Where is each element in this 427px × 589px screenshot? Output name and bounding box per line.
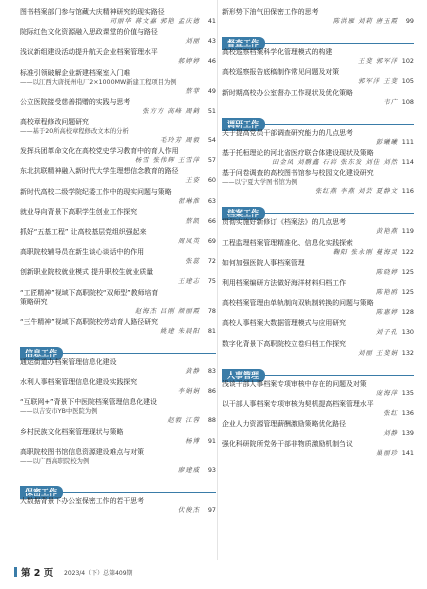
section-rule (20, 492, 216, 493)
entry-authors-line (222, 248, 414, 257)
entry-authors-line (20, 57, 216, 66)
toc-entry (20, 188, 216, 206)
entry-page: 41 (207, 17, 216, 25)
entry-title: 抓好“五基工程” 让高校基层党组织强起来 (20, 228, 147, 236)
toc-entry (20, 428, 216, 446)
entry-authors: 韦广 (383, 97, 398, 106)
entry-page: 57 (207, 156, 216, 165)
entry-authors: 赵毅 江蓉 (167, 416, 200, 425)
entry-authors-line (20, 156, 216, 165)
entry-subtitle: ——以江西大唐抚州电厂2×1000MW新建工程项目为例 (20, 78, 177, 86)
entry-authors: 姚建 朱晨阳 (160, 326, 200, 335)
toc-entry (222, 169, 414, 196)
entry-authors: 周凤英 (177, 237, 200, 245)
entry-authors-line (222, 57, 414, 66)
entry-subtitle: ——以吉安市YB中医院为例 (20, 408, 98, 416)
entry-authors: 张红 (383, 409, 398, 417)
entry-title-cont: 策略研究 (20, 297, 48, 306)
entry-title: 高校巡察报告底稿制作常见问题及对策 (222, 68, 340, 77)
entry-subtitle: ——基于20所高校章程修改文本的分析 (20, 128, 129, 135)
entry-authors: 王建志 (177, 277, 200, 286)
entry-authors: 蔡凯 (185, 216, 200, 225)
entry-authors-line (222, 98, 414, 107)
entry-page: 130 (401, 328, 414, 337)
toc-entry (222, 8, 414, 26)
entry-authors-line (20, 17, 216, 26)
section-rule (222, 43, 414, 44)
entry-authors: 田金凤 刘鹏鑫 石岩 张东发 刘佳 刘然 (271, 158, 398, 166)
entry-page: 69 (207, 237, 216, 245)
entry-page: 139 (401, 429, 414, 438)
entry-authors-line (20, 87, 216, 96)
toc-entry (20, 378, 216, 396)
entry-page: 102 (401, 57, 414, 66)
toc-entry (222, 340, 414, 358)
entry-authors-line (222, 138, 414, 147)
entry-authors: 李娟娟 (177, 387, 200, 396)
entry-title: 高职院校图书馆信息资源建设难点与对策 (20, 447, 145, 456)
entry-title: 标准引领破解企业新建档案室入门难 (20, 68, 131, 77)
entry-page: 132 (401, 348, 414, 357)
entry-authors: 翟琳淮 (177, 196, 200, 205)
entry-authors-line (222, 308, 414, 317)
entry-authors-line (20, 37, 216, 46)
section-rule (222, 124, 414, 125)
section-rule (222, 375, 414, 376)
entry-title: 新时期高校办公室督办工作现状及优化策略 (222, 88, 353, 97)
entry-authors: 庞海萍 (375, 388, 398, 397)
entry-title: 企业人力资源管理薪酬激励策略优化路径 (222, 420, 347, 429)
entry-authors-line (20, 197, 216, 206)
entry-authors: 黄艳燕 (375, 227, 398, 236)
entry-page: 54 (207, 136, 216, 144)
entry-authors-line (222, 227, 414, 236)
entry-page: 86 (207, 387, 216, 396)
entry-authors: 张红燕 李燕 刘芸 夏静文 (315, 187, 398, 196)
entry-authors: 伏俊杰 (177, 506, 200, 514)
entry-title: 创新职业院校就业模式 提升职校生就业质量 (20, 268, 154, 277)
column-divider (217, 0, 218, 560)
entry-authors: 彭曦曦 (375, 137, 398, 146)
entry-authors-line (20, 176, 216, 185)
entry-authors: 蔡菲 (185, 86, 200, 95)
entry-authors: 陈惠婷 (375, 308, 398, 317)
entry-page: 60 (207, 176, 216, 185)
entry-authors: 刘静 (383, 429, 398, 438)
section-rule (222, 213, 414, 214)
section-header (222, 112, 414, 125)
toc-entry (20, 448, 216, 475)
entry-subtitle: ——以宁夏大学图书馆为例 (222, 179, 298, 187)
entry-title: 通运街道办档案管理信息化建设 (20, 358, 117, 366)
entry-authors: 刘子孔 (375, 328, 398, 337)
entry-title: 水利人事档案管理信息化建设实践探究 (20, 378, 138, 387)
entry-page: 105 (401, 77, 414, 86)
entry-authors: 陈艳鸥 (375, 288, 398, 296)
entry-page: 125 (401, 267, 414, 276)
toc-entry (222, 48, 414, 66)
entry-title: 以干部人事档案专项审核为契机提高档案管理水平 (222, 400, 374, 408)
entry-title: 基于托桓理论的河北省医疗联合体建设现状及策略 (222, 149, 374, 157)
section-header (222, 201, 414, 214)
toc-entry (20, 48, 216, 66)
toc-entry (20, 398, 216, 425)
toc-entry (222, 319, 414, 337)
entry-page: 83 (207, 367, 216, 375)
entry-authors-line (20, 217, 216, 226)
entry-authors: 司丽华 蒋文嘉 郭艳 孟庆德 (109, 17, 200, 25)
entry-title: 乡村民族文化档案管理现状与策略 (20, 427, 124, 436)
toc-entry (20, 208, 216, 226)
entry-authors: 廖建威 (177, 465, 200, 474)
entry-page: 128 (401, 308, 414, 317)
entry-authors-line (222, 17, 414, 26)
issue-info: 2023/4（下）总第409期 (64, 570, 133, 577)
entry-title: 院际红色文化资源融入思政课堂的价值与路径 (20, 28, 158, 37)
entry-title: 发挥兵团革命文化在高校党史学习教育中的育人作用 (20, 147, 179, 156)
toc-entry (20, 228, 216, 246)
toc-entry (20, 268, 216, 286)
entry-page: 78 (207, 306, 216, 315)
toc-entry (20, 98, 216, 116)
entry-title: 强化科研院所党务干部非物质激励机制刍议 (222, 440, 353, 449)
entry-page: 63 (207, 196, 216, 205)
entry-authors: 张方方 高峰 周鹤 (142, 106, 200, 115)
entry-page: 49 (207, 86, 216, 95)
entry-title: 高职院校辅导员在新生谈心谈话中的作用 (20, 248, 145, 257)
entry-authors: 张蕊 (185, 257, 200, 266)
entry-title: 高校档案管理由单轨制向双轨制转换的问题与策略 (222, 299, 374, 308)
entry-page: 111 (401, 137, 414, 146)
entry-authors-line (20, 466, 216, 475)
entry-authors: 赵海杰 吕刚 颜丽霞 (134, 306, 200, 315)
toc-entry (222, 420, 414, 438)
entry-authors: 杨雪 张伟辉 王雪萍 (134, 156, 200, 165)
entry-title: 如何加强医院人事档案管理 (222, 258, 305, 267)
entry-page: 119 (401, 227, 414, 236)
entry-authors: 刘丽 (185, 37, 200, 46)
entry-title: 公立医院接受慈善捐赠的实践与思考 (20, 97, 131, 106)
section-header (222, 363, 414, 376)
entry-title: 高校人事档案大数据管理模式与应用研究 (222, 319, 347, 328)
entry-authors-line (222, 349, 414, 358)
entry-page: 51 (207, 106, 216, 115)
entry-authors-line (20, 257, 216, 266)
toc-entry (222, 380, 414, 398)
entry-authors-line (222, 187, 414, 196)
entry-page: 135 (401, 388, 414, 397)
entry-authors: 毛玲芳 周毅 (160, 136, 200, 144)
entry-authors: 郭军洋 王斐 (358, 77, 398, 86)
entry-page: 122 (401, 247, 414, 256)
section-rule (20, 353, 216, 354)
toc-entry (222, 239, 414, 257)
toc-entry (222, 400, 414, 418)
entry-authors: 鞠阳 张永刚 蔓海灵 (332, 247, 398, 256)
entry-authors-line (20, 327, 216, 336)
entry-page: 99 (405, 17, 414, 25)
toc-entry (222, 129, 414, 147)
entry-page: 116 (401, 187, 414, 196)
entry-title: “三牛精神”视域下高职院校劳动育人路径研究 (20, 317, 159, 326)
entry-page: 108 (401, 97, 414, 106)
toc-entry (222, 218, 414, 236)
entry-title: “工匠精神”视域下高职院校“双师型”教师培育 (20, 288, 159, 297)
toc-entry (222, 259, 414, 277)
entry-authors-line (222, 449, 414, 458)
entry-authors-line (222, 288, 414, 297)
entry-title: 高校章程修改问题研究 (20, 118, 89, 126)
entry-authors-line (222, 429, 414, 438)
toc-entry (222, 299, 414, 317)
entry-authors: 陈晓婷 (375, 267, 398, 276)
entry-authors: 黄静 (185, 367, 200, 375)
entry-page: 136 (401, 409, 414, 417)
entry-authors-line (222, 158, 414, 167)
entry-authors: 巢丽珍 (375, 449, 398, 458)
page-number: 第 2 页 (14, 565, 53, 579)
entry-title: 数字化背景下高职院校立卷归档工作探究 (222, 339, 347, 348)
toc-entry (20, 248, 216, 266)
entry-title: 东北抗联精神融入新时代大学生理想信念教育的路径 (20, 167, 179, 176)
entry-page: 93 (207, 465, 216, 474)
toc-entry (222, 279, 414, 297)
toc-entry (222, 68, 414, 86)
entry-title: 利用档案编研方法做好海洋材料归档工作 (222, 279, 347, 287)
entry-title: 浅议新组建设活动提升航天企业档案管理水平 (20, 48, 158, 57)
entry-page: 46 (207, 57, 216, 66)
entry-authors-line (20, 416, 216, 425)
entry-title: 新形势下油气田保密工作的思考 (222, 8, 319, 16)
entry-authors-line (20, 367, 216, 376)
entry-authors: 陈洪雁 刘莉 唐玉霞 (332, 17, 398, 25)
toc-entry (222, 89, 414, 107)
entry-title: 工程监理档案管理精准化、信息化实践探索 (222, 238, 353, 247)
entry-authors-line (222, 328, 414, 337)
toc-entry (20, 118, 216, 145)
toc-entry (222, 149, 414, 167)
toc-entry (222, 440, 414, 458)
entry-authors: 刘丽 王斐娟 (358, 348, 398, 357)
entry-page: 91 (207, 436, 216, 445)
section-header (20, 341, 216, 354)
entry-authors-line (20, 307, 216, 316)
entry-authors: 王姿 (185, 176, 200, 185)
entry-authors-line (222, 77, 414, 86)
entry-page: 141 (401, 449, 414, 458)
entry-page: 66 (207, 216, 216, 225)
entry-authors: 郝婷婷 (177, 57, 200, 66)
entry-page: 43 (207, 37, 216, 46)
entry-authors-line (20, 437, 216, 446)
entry-authors-line (222, 409, 414, 418)
page-footer (0, 562, 427, 589)
entry-title: “互联网+”背景下中医院档案管理信息化建设 (20, 398, 157, 407)
entry-authors-line (20, 387, 216, 396)
entry-authors-line (20, 107, 216, 116)
entry-title: 浅谈干部人事档案专项审核中存在的问题及对策 (222, 379, 367, 388)
entry-page: 75 (207, 277, 216, 286)
entry-authors-line (20, 136, 216, 145)
toc-entry (20, 318, 216, 336)
entry-title: 大数据背景下办公室保密工作的若干思考 (20, 497, 145, 505)
entry-subtitle: ——以广西高职院校为例 (20, 457, 90, 465)
entry-authors: 王斐 郭军洋 (358, 57, 398, 66)
entry-authors-line (20, 506, 216, 515)
toc-entry (20, 289, 216, 316)
entry-title: 关于提高党员干部调查研究能力的几点思考 (222, 128, 353, 137)
toc-entry (20, 147, 216, 165)
entry-page: 97 (207, 506, 216, 514)
toc-entry (20, 497, 216, 515)
entry-title: 图书档案部门参与馆藏大庆精神研究的现实路径 (20, 8, 165, 16)
toc-entry (20, 167, 216, 185)
entry-title: 贯彻实施好新修订《档案法》的几点思考 (222, 218, 347, 227)
entry-title: 高校巡察档案科学化管理模式的构建 (222, 48, 333, 57)
entry-authors-line (20, 277, 216, 286)
entry-page: 72 (207, 257, 216, 266)
toc-entry (20, 69, 216, 96)
toc-entry (20, 28, 216, 46)
toc-entry (20, 358, 216, 376)
entry-page: 125 (401, 288, 414, 296)
entry-page: 114 (401, 158, 414, 166)
entry-page: 81 (207, 326, 216, 335)
entry-authors-line (222, 268, 414, 277)
entry-authors-line (20, 237, 216, 246)
entry-authors: 杨博 (185, 436, 200, 445)
section-header (222, 31, 414, 44)
entry-authors-line (222, 389, 414, 398)
section-header (20, 480, 216, 493)
entry-title: 就业导向背景下高职学生创业工作探究 (20, 207, 138, 216)
toc-entry (20, 8, 216, 26)
entry-title: 新时代高校二级学院纪委工作中的现实问题与策略 (20, 187, 172, 196)
entry-page: 88 (207, 416, 216, 425)
entry-title: 基于问卷调查的高校图书馆参与校园文化建设研究 (222, 169, 374, 178)
